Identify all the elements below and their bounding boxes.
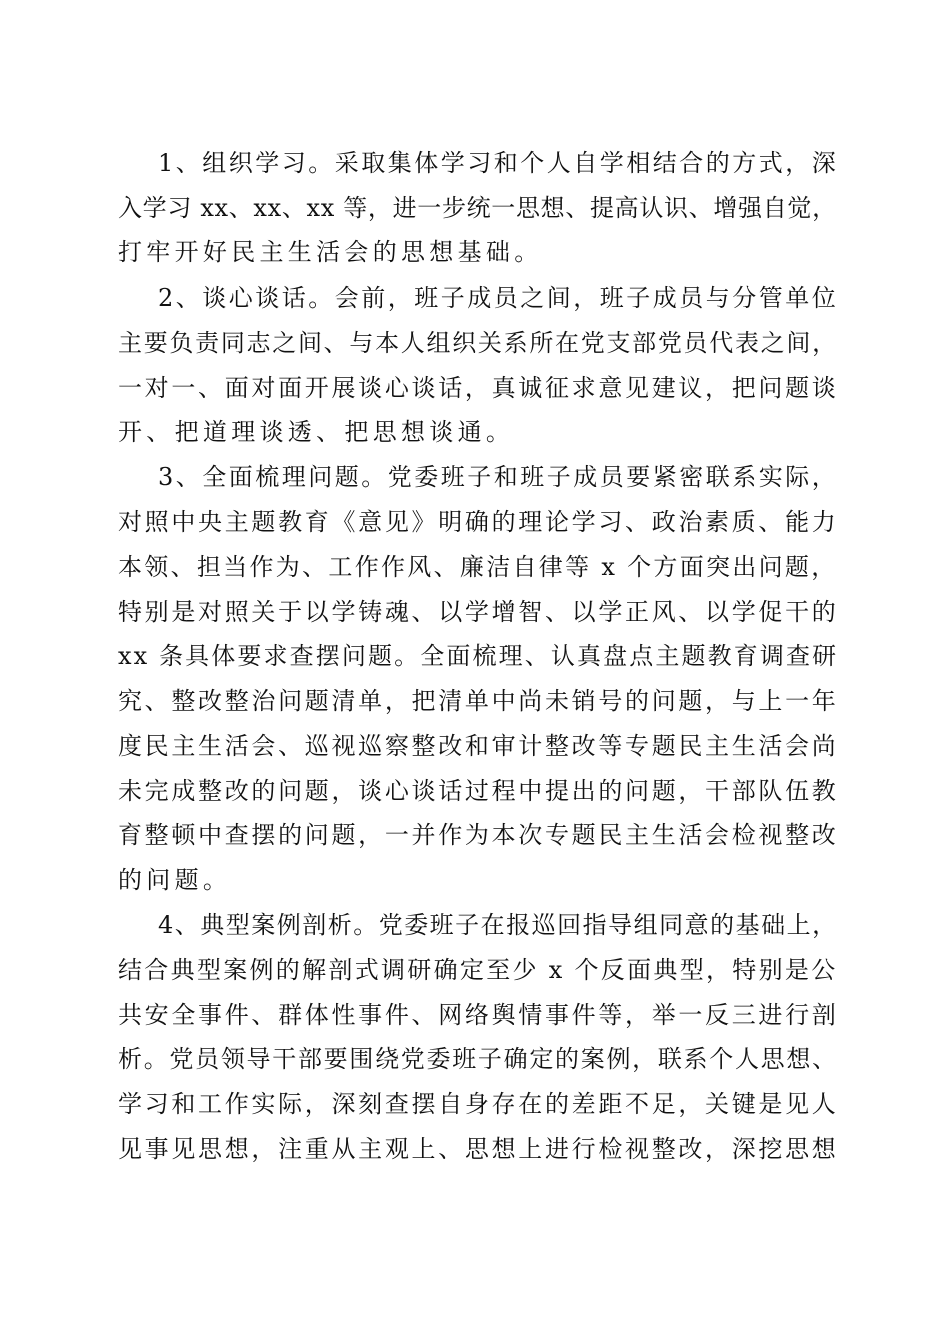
paragraph-3-line-6: 究、整改整治问题清单，把清单中尚未销号的问题，与上一年 bbox=[118, 687, 839, 715]
paragraph-3-line-2: 对照中央主题教育《意见》明确的理论学习、政治素质、能力 bbox=[118, 508, 839, 536]
paragraph-3-line-7: 度民主生活会、巡视巡察整改和审计整改等专题民主生活会尚 bbox=[118, 732, 839, 760]
paragraph-4-line-1: 4、典型案例剖析。党委班子在报巡回指导组同意的基础上， bbox=[158, 911, 838, 939]
paragraph-4-line-5: 学习和工作实际，深刻查摆自身存在的差距不足，关键是见人 bbox=[118, 1090, 839, 1118]
paragraph-4-line-4: 析。党员领导干部要围绕党委班子确定的案例，联系个人思想、 bbox=[118, 1045, 838, 1073]
paragraph-1-line-3: 打牢开好民主生活会的思想基础。 bbox=[118, 238, 543, 266]
paragraph-3-line-5: xx 条具体要求查摆问题。全面梳理、认真盘点主题教育调查研 bbox=[118, 642, 839, 670]
paragraph-4-line-2: 结合典型案例的解剖式调研确定至少 x 个反面典型，特别是公 bbox=[118, 956, 838, 984]
paragraph-2-line-1: 2、谈心谈话。会前，班子成员之间，班子成员与分管单位 bbox=[158, 284, 839, 312]
paragraph-3-line-3: 本领、担当作为、工作作风、廉洁自律等 x 个方面突出问题， bbox=[118, 553, 838, 581]
paragraph-3-line-10: 的问题。 bbox=[118, 866, 232, 894]
paragraph-1-line-1: 1、组织学习。采取集体学习和个人自学相结合的方式，深 bbox=[158, 149, 839, 177]
paragraph-4-line-6: 见事见思想，注重从主观上、思想上进行检视整改，深挖思想 bbox=[118, 1135, 839, 1163]
paragraph-3-line-4: 特别是对照关于以学铸魂、以学增智、以学正风、以学促干的 bbox=[118, 598, 839, 626]
paragraph-3-line-8: 未完成整改的问题，谈心谈话过程中提出的问题，干部队伍教 bbox=[118, 777, 839, 805]
paragraph-2-line-3: 一对一、面对面开展谈心谈话，真诚征求意见建议，把问题谈 bbox=[118, 374, 839, 402]
paragraph-2-line-2: 主要负责同志之间、与本人组织关系所在党支部党员代表之间， bbox=[118, 329, 838, 357]
paragraph-3-line-1: 3、全面梳理问题。党委班子和班子成员要紧密联系实际， bbox=[158, 463, 839, 491]
paragraph-3-line-9: 育整顿中查摆的问题，一并作为本次专题民主生活会检视整改 bbox=[118, 821, 839, 849]
paragraph-4-line-3: 共安全事件、群体性事件、网络舆情事件等，举一反三进行剖 bbox=[118, 1001, 839, 1029]
paragraph-2-line-4: 开、把道理谈透、把思想谈通。 bbox=[118, 418, 515, 446]
paragraph-1-line-2: 入学习 xx、xx、xx 等，进一步统一思想、提高认识、增强自觉， bbox=[118, 194, 837, 222]
